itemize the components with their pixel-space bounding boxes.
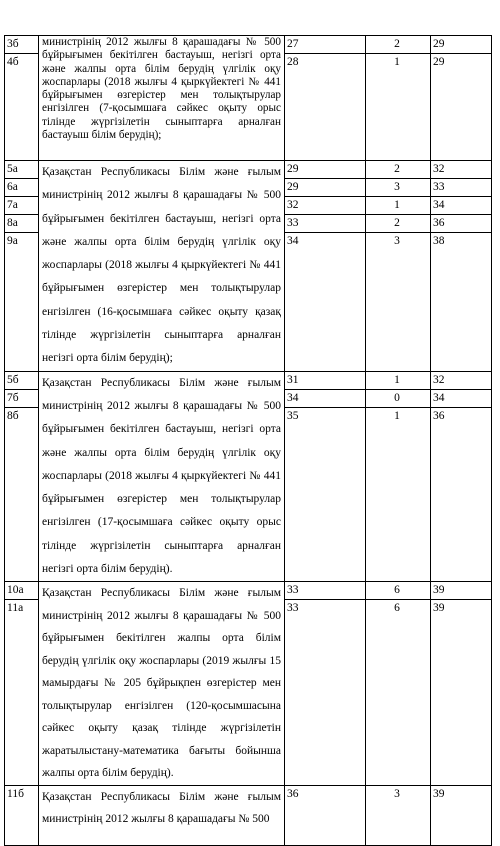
class-label: 7б: [5, 390, 38, 408]
curriculum-description: Қазақстан Республикасы Білім және ғылым министрінің 2012 жылғы 8 қарашадағы № 500 бұйрығымен бекітілген бастауыш, негізгі орта және жалпы орта білім берудің үлгілік оқу жоспарлары (2018 жылғы 4 қыркүйектегі № 441 бұйрығымен өзгерістер мен толықтырулар енгізілген (17-қосымшаға сәйкес оқыту орыс тілінде жүргізілетін сыныптарға арналған негізгі орта білім берудің).: [42, 376, 281, 576]
col1-cell: [285, 36, 366, 161]
class-label: 11а: [7, 602, 24, 615]
col2-value: 1: [366, 372, 430, 390]
col3-cell: [431, 36, 492, 161]
col3-value: 39: [431, 582, 491, 600]
col3-value: 29: [433, 56, 445, 68]
col2-cell: [366, 371, 431, 582]
col1-value: 34: [287, 235, 299, 247]
col3-value: 34: [431, 390, 491, 408]
table-row: [5, 161, 492, 372]
class-label: 10а: [5, 582, 38, 600]
class-label: 7а: [5, 197, 38, 215]
col2-value: 2: [366, 36, 430, 54]
col3-value: 39: [433, 602, 445, 615]
description-cell: [39, 371, 285, 582]
col3-value: 36: [433, 409, 445, 422]
class-label: 8а: [5, 215, 38, 233]
class-label: 4б: [7, 56, 19, 68]
class-label: 9а: [7, 235, 18, 247]
table-row: [5, 36, 492, 161]
table-row: [5, 785, 492, 845]
col1-cell: [285, 582, 366, 786]
col1-cell: [285, 161, 366, 372]
description-cell: [39, 161, 285, 372]
col3-value: 32: [431, 161, 491, 179]
class-cell: [5, 582, 39, 786]
col2-cell: [366, 785, 431, 845]
description-cell: [39, 785, 285, 845]
col3-value: 29: [431, 36, 491, 54]
col3-cell: [431, 371, 492, 582]
col3-cell: [431, 582, 492, 786]
description-cell: [39, 36, 285, 161]
col3-value: 39: [433, 787, 445, 800]
col1-value: 33: [285, 582, 365, 600]
col1-value: 33: [287, 602, 299, 615]
col2-value: 6: [366, 582, 430, 600]
col2-cell: [366, 36, 431, 161]
col3-cell: [431, 785, 492, 845]
col3-value: 34: [431, 197, 491, 215]
curriculum-table: [4, 35, 492, 846]
table-row: [5, 371, 492, 582]
col1-value: 36: [287, 787, 299, 800]
col2-cell: [366, 161, 431, 372]
curriculum-description: Қазақстан Республикасы Білім және ғылым министрінің 2012 жылғы 8 қарашадағы № 500 бұйрығымен бекітілген жалпы орта білім берудің үлгілік оқу жоспарлары (2019 жылғы 15 мамырдағы № 205 бұйрықпен өзгерістер мен толықтырулар енгізілген (120-қосымшасына сәйкес оқыту қазақ тілінде жүргізілетін жаратылыстану-математика бағыты бойынша жалпы орта білім берудің).: [42, 587, 281, 780]
col1-value: 29: [285, 179, 365, 197]
class-cell: [5, 36, 39, 161]
col1-value: 32: [285, 197, 365, 215]
curriculum-description: министрінің 2012 жылғы 8 қарашадағы № 500 бұйрығымен бекітілген бастауыш, негізгі орта және жалпы орта білім берудің үлгілік оқу жоспарлары (2018 жылғы 4 қыркүйектегі № 441 бұйрығымен өзгерістер мен толықтырулар енгізілген (7-қосымшаға сәйкес оқыту орыс тілінде жүргізілетін сыныптарға арналған бастауыш білім берудің);: [42, 36, 281, 142]
col3-value: 36: [431, 215, 491, 233]
col1-value: 29: [285, 161, 365, 179]
col1-value: 27: [285, 36, 365, 54]
class-label: 11б: [7, 787, 24, 800]
col2-cell: [366, 582, 431, 786]
table-row: [5, 582, 492, 786]
table-body: [5, 36, 492, 846]
col2-value: 3: [394, 787, 400, 800]
col3-value: 33: [431, 179, 491, 197]
class-label: 6а: [5, 179, 38, 197]
col2-value: 1: [366, 197, 430, 215]
class-label: 5б: [5, 372, 38, 390]
col1-value: 31: [285, 372, 365, 390]
col2-value: 1: [394, 56, 400, 68]
col1-value: 34: [285, 390, 365, 408]
col2-value: 3: [394, 235, 400, 247]
description-cell: [39, 582, 285, 786]
class-cell: [5, 785, 39, 845]
col1-value: 28: [287, 56, 299, 68]
col2-value: 2: [366, 161, 430, 179]
class-label: 5а: [5, 161, 38, 179]
col2-value: 3: [366, 179, 430, 197]
col1-cell: [285, 371, 366, 582]
col3-value: 38: [433, 235, 445, 247]
class-label: 8б: [7, 409, 19, 422]
col2-value: 2: [366, 215, 430, 233]
col3-value: 32: [431, 372, 491, 390]
col3-cell: [431, 161, 492, 372]
class-cell: [5, 161, 39, 372]
class-label: 3б: [5, 36, 38, 54]
col2-value: 0: [366, 390, 430, 408]
col1-value: 33: [285, 215, 365, 233]
col2-value: 1: [394, 409, 400, 422]
col1-value: 35: [287, 409, 299, 422]
col1-cell: [285, 785, 366, 845]
curriculum-description: Қазақстан Республикасы Білім және ғылым министрінің 2012 жылғы 8 қарашадағы № 500: [42, 790, 281, 825]
class-cell: [5, 371, 39, 582]
curriculum-description: Қазақстан Республикасы Білім және ғылым министрінің 2012 жылғы 8 қарашадағы № 500 бұйрығымен бекітілген бастауыш, негізгі орта және жалпы орта білім берудің үлгілік оқу жоспарлары (2018 жылғы 4 қыркүйектегі № 441 бұйрығымен өзгерістер мен толықтырулар енгізілген (16-қосымшаға сәйкес оқыту қазақ тілінде жүргізілетін сыныптарға арналған негізгі орта білім берудің);: [42, 166, 281, 365]
col2-value: 6: [394, 602, 400, 615]
